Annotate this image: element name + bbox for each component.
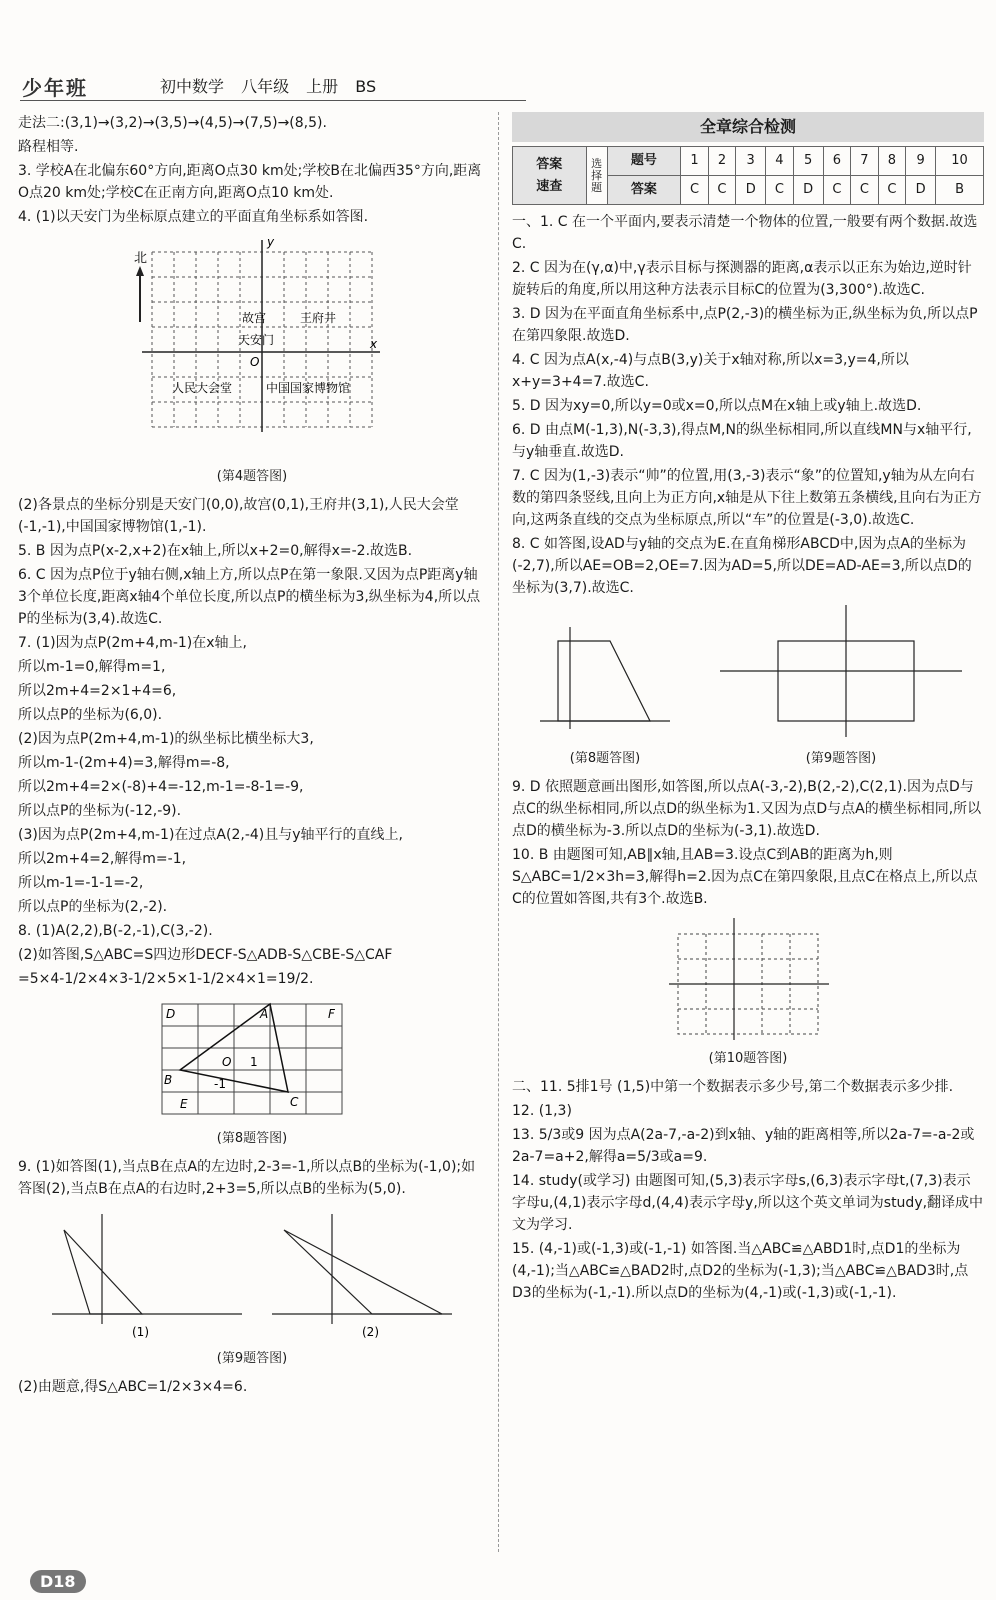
text-line: 所以点P的坐标为(2,-2).	[18, 899, 168, 915]
answer-11: 二、11. 5排1号 (1,5)中第一个数据表示多少号,第二个数据表示多少排.	[512, 1079, 954, 1095]
book-title: 初中数学 八年级 上册 BS	[160, 77, 377, 96]
right-column	[512, 112, 984, 1306]
text-line: 所以m-1=-1-1=-2,	[18, 875, 144, 891]
answer-4: 4. C 因为点A(x,-4)与点B(3,y)关于x轴对称,所以x=3,y=4,所以x+y=3+4=7.故选C.	[512, 352, 909, 390]
axis-x-label: x	[370, 337, 378, 351]
text-line: (2)如答图,S△ABC=S四边形DECF-S△ADB-S△CBE-S△CAF	[18, 947, 393, 963]
answer-15: 15. (4,-1)或(-1,3)或(-1,-1) 如答图.当△ABC≌△ABD1时,点D1的坐标为(4,-1);当△ABC≌△BAD2时,点D2的坐标为(-1,3);当△ABC≌△BAD3时,点D3的坐标为(-1,-1).所以点D的坐标为(4,-1)或(-1,3)或(-1,-1).	[512, 1241, 969, 1301]
page-header	[0, 68, 996, 104]
tick-neg1: -1	[214, 1077, 226, 1091]
answer-5: 5. B 因为点P(x-2,x+2)在x轴上,所以x+2=0,解得x=-2.故选B.	[18, 543, 413, 559]
page-number: D18	[30, 1570, 86, 1593]
text-line: =5×4-1/2×4×3-1/2×5×1-1/2×4×1=19/2.	[18, 971, 314, 987]
a-cell: C	[823, 176, 850, 205]
section-title: 全章综合检测	[512, 112, 984, 142]
pt-C: C	[290, 1095, 299, 1109]
fig8-grid-triangle	[142, 994, 362, 1124]
a-cell: C	[878, 176, 905, 205]
answer-1: 一、1. C 在一个平面内,要表示清楚一个物体的位置,一般要有两个数据.故选C.	[512, 214, 978, 252]
answer-6: 6. C 因为点P位于y轴右侧,x轴上方,所以点P在第一象限.又因为点P距离y轴3个单位长度,距离x轴4个单位长度,所以点P的横坐标为3,纵坐标为4,所以点P的坐标为(3,4).故选C.	[18, 567, 481, 627]
answer-table	[512, 146, 984, 205]
fig9-rectangle	[716, 601, 966, 741]
axis-y-label: y	[267, 235, 275, 249]
answer-9: 9. (1)如答图(1),当点B在点A的左边时,2-3=-1,所以点B的坐标为(-1,0);如答图(2),当点B在点A的右边时,2+3=5,所以点B的坐标为(5,0).	[18, 1159, 476, 1197]
text-line: 所以m-1-(2m+4)=3,解得m=-8,	[18, 755, 230, 771]
a-cell: B	[936, 176, 984, 205]
fig8-caption: (第8题答图)	[216, 1131, 288, 1146]
place-tiananmen: 天安门	[238, 333, 275, 347]
q-cell: 9	[906, 147, 936, 176]
q-cell: 3	[736, 147, 766, 176]
q-cell: 2	[708, 147, 735, 176]
pt-B: B	[164, 1073, 173, 1087]
fig4-coordinate-map	[122, 232, 382, 462]
answer-8: 8. (1)A(2,2),B(-2,-1),C(3,-2).	[18, 923, 213, 939]
q-cell: 7	[851, 147, 878, 176]
a-cell: C	[681, 176, 708, 205]
answer-7: 7. C 因为(1,-3)表示“帅”的位置,用(3,-3)表示“象”的位置知,y轴为从左向右数的第四条竖线,且向上为正方向,x轴是从下往上数第五条横线,且向右为正方向,这两条直线的交点为坐标原点,所以“车”的位置是(-3,0).故选C.	[512, 468, 982, 528]
text-line: (3)因为点P(2m+4,m-1)在过点A(2,-4)且与y轴平行的直线上,	[18, 827, 403, 843]
fig9-block	[716, 601, 966, 776]
place-wangfujing: 王府井	[300, 311, 337, 325]
place-gugong: 故宫	[242, 311, 267, 325]
page-footer	[0, 1568, 996, 1600]
text-line: 所以m-1=0,解得m=1,	[18, 659, 166, 675]
text-line: 所以点P的坐标为(-12,-9).	[18, 803, 182, 819]
fig9-caption: (第9题答图)	[216, 1351, 288, 1366]
q-cell: 5	[793, 147, 823, 176]
text-line: 所以2m+4=2×1+4=6,	[18, 683, 177, 699]
north-label: 北	[134, 251, 148, 266]
text-line: (2)因为点P(2m+4,m-1)的纵坐标比横坐标大3,	[18, 731, 314, 747]
pt-O: O	[222, 1055, 232, 1069]
fig8-right-caption: (第8题答图)	[569, 751, 641, 766]
q-cell: 8	[878, 147, 905, 176]
answer-5: 5. D 因为xy=0,所以y=0或x=0,所以点M在x轴上或y轴上.故选D.	[512, 398, 922, 414]
text-line: (2)由题意,得S△ABC=1/2×3×4=6.	[18, 1379, 248, 1395]
place-museum: 中国国家博物馆	[266, 381, 351, 395]
text-line: 路程相等.	[18, 139, 79, 155]
pt-F: F	[328, 1007, 335, 1021]
pt-E: E	[180, 1097, 188, 1111]
answer-4: 4. (1)以天安门为坐标原点建立的平面直角坐标系如答图.	[18, 209, 369, 225]
table-head: 答案 速查	[513, 147, 587, 205]
a-cell: C	[766, 176, 793, 205]
fig9-two-triangles	[42, 1204, 462, 1344]
answer-13: 13. 5/3或9 因为点A(2a-7,-a-2)到x轴、y轴的距离相等,所以2a-7=-a-2或2a-7=a+2,解得a=5/3或a=9.	[512, 1127, 975, 1165]
answer-8: 8. C 如答图,设AD与y轴的交点为E.在直角梯形ABCD中,因为点A的坐标为(-2,7),所以AE=OB=2,OE=7.因为AD=5,所以DE=AD-AE=3,所以点D的坐标为(3,7).故选C.	[512, 536, 972, 596]
a-cell: C	[708, 176, 735, 205]
left-column	[18, 112, 486, 1400]
answer-12: 12. (1,3)	[512, 1103, 572, 1119]
text-line: (2)各景点的坐标分别是天安门(0,0),故宫(0,1),王府井(3,1),人民大会堂(-1,-1),中国国家博物馆(1,-1).	[18, 497, 459, 535]
q-cell: 4	[766, 147, 793, 176]
a-cell: C	[851, 176, 878, 205]
fig9-right-caption: (第9题答图)	[805, 751, 877, 766]
text-line: 所以点P的坐标为(6,0).	[18, 707, 163, 723]
pt-A: A	[260, 1007, 269, 1021]
a-cell: D	[906, 176, 936, 205]
header-rule	[20, 100, 526, 101]
a-cell: D	[736, 176, 766, 205]
answer-3: 3. D 因为在平面直角坐标系中,点P(2,-3)的横坐标为正,纵坐标为负,所以点P在第四象限.故选D.	[512, 306, 978, 344]
answer-2: 2. C 因为在(γ,α)中,γ表示目标与探测器的距离,α表示以正东为始边,逆时针旋转后的角度,所以用这种方法表示目标C的位置为(3,300°).故选C.	[512, 260, 972, 298]
text-line: 所以2m+4=2×(-8)+4=-12,m-1=-8-1=-9,	[18, 779, 304, 795]
tick-1: 1	[250, 1055, 258, 1069]
fig8-trapezoid	[530, 621, 680, 741]
answer-7: 7. (1)因为点P(2m+4,m-1)在x轴上,	[18, 635, 247, 651]
answer-14: 14. study(或学习) 由题图可知,(5,3)表示字母s,(6,3)表示字母t,(7,3)表示字母u,(4,1)表示字母d,(4,4)表示字母y,所以这个英文单词为study,翻译成中文为学习.	[512, 1173, 984, 1233]
q-cell: 6	[823, 147, 850, 176]
answer-9: 9. D 依照题意画出图形,如答图,所以点A(-3,-2),B(2,-2),C(2,1).因为点D与点C的纵坐标相同,所以点D的纵坐标为1.又因为点D与点A的横坐标相同,所以点D的横坐标为-3.所以点D的坐标为(-3,1).故选D.	[512, 779, 982, 839]
fig10-grid	[663, 914, 833, 1044]
fig8-block	[530, 621, 680, 776]
place-great-hall: 人民大会堂	[172, 381, 233, 395]
answer-6: 6. D 由点M(-1,3),N(-3,3),得点M,N的纵坐标相同,所以直线MN与x轴平行,与y轴垂直.故选D.	[512, 422, 972, 460]
a-label: 答案	[607, 176, 681, 205]
column-divider	[498, 112, 499, 1552]
answer-10: 10. B 由题图可知,AB∥x轴,且AB=3.设点C到AB的距离为h,则S△ABC=1/2×3h=3,解得h=2.因为点C在第四象限,且点C在格点上,所以点C的位置如答图,共有3个.故选B.	[512, 847, 978, 907]
text-line: 所以2m+4=2,解得m=-1,	[18, 851, 187, 867]
fig4-caption: (第4题答图)	[216, 469, 288, 484]
fig10-caption: (第10题答图)	[708, 1051, 788, 1066]
fig8-9-row	[512, 601, 984, 776]
origin-label: O	[250, 355, 260, 369]
q-label: 题号	[607, 147, 681, 176]
q-cell: 10	[936, 147, 984, 176]
pt-D: D	[166, 1007, 176, 1021]
brand-logo: 少年班	[22, 76, 88, 100]
fig9-sub1: (1)	[132, 1325, 149, 1339]
answer-3: 3. 学校A在北偏东60°方向,距离O点30 km处;学校B在北偏西35°方向,距离O点20 km处;学校C在正南方向,距离O点10 km处.	[18, 163, 482, 201]
table-side: 选择题	[586, 147, 607, 205]
q-cell: 1	[681, 147, 708, 176]
fig9-sub2: (2)	[362, 1325, 379, 1339]
text-line: 走法二:(3,1)→(3,2)→(3,5)→(4,5)→(7,5)→(8,5).	[18, 115, 327, 131]
a-cell: D	[793, 176, 823, 205]
